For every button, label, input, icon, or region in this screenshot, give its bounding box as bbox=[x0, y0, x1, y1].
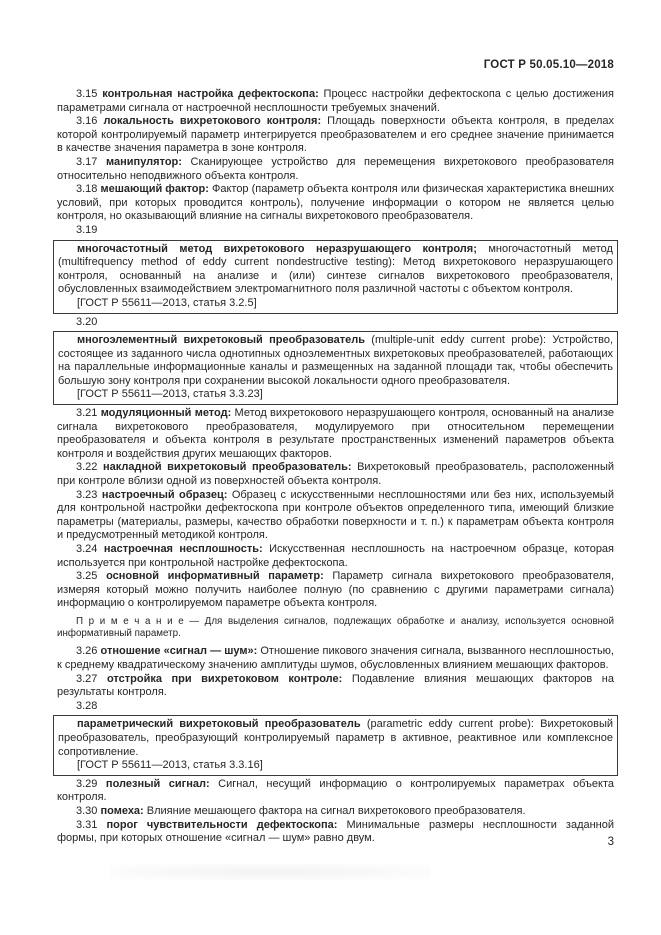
term-number: 3.31 bbox=[76, 818, 98, 831]
quoted-term-box-multiple-unit bbox=[53, 331, 618, 405]
term-text: (parametric eddy current probe): Вихретоковый преобразователь, преобразующий контролируемый параметр в активное, реактивное или комплексное сопротивление. bbox=[58, 718, 614, 758]
term-name: порог чувствительности дефектоскопа: bbox=[106, 818, 338, 831]
term-number: 3.17 bbox=[76, 155, 98, 168]
term-text: Параметр сигнала вихретокового преобразователя, измеряя который можно получить наиболее полную (по сравнению с другими параметрами сигнала) информацию о контролируемом параметре объекта контроля. bbox=[57, 570, 615, 610]
term-number: 3.26 bbox=[76, 645, 98, 658]
term-definition-3-27 bbox=[57, 673, 614, 700]
boxed-term-definition bbox=[58, 718, 613, 759]
term-number: 3.18 bbox=[76, 183, 98, 196]
note-text: — Для выделения сигналов, подлежащих обработке и анализу, используется основной информативный параметр. bbox=[57, 615, 614, 640]
term-definition-3-24 bbox=[57, 543, 614, 570]
quoted-term-box-parametric bbox=[53, 715, 618, 775]
term-name: настроечная несплошность: bbox=[103, 543, 263, 555]
term-number: 3.20 bbox=[76, 315, 98, 328]
page-content bbox=[57, 58, 614, 846]
term-name: полезный сигнал: bbox=[105, 777, 210, 790]
term-number-line-3-28 bbox=[57, 700, 614, 714]
term-number: 3.28 bbox=[76, 699, 98, 712]
term-number: 3.22 bbox=[76, 461, 98, 474]
term-definition-3-16 bbox=[57, 115, 614, 156]
term-name: модуляционный метод: bbox=[100, 407, 232, 420]
term-definition-3-21 bbox=[57, 407, 614, 461]
term-name: многоэлементный вихретоковый преобразователь bbox=[77, 334, 365, 347]
term-text: Отношение пикового значения сигнала, вызванного несплошностью, к среднему квадратическому значению амплитуды шумов, обусловленных влиянием мешающих факторов. bbox=[57, 645, 614, 671]
term-number: 3.24 bbox=[76, 543, 98, 555]
term-text: Образец с искусственными несплошностями или без них, используемый для контрольной настройки дефектоскопа при контроле объектов определенного типа, имеющий близкие параметры (материалы, размеры, качество обработки поверхности и т. п.) к параметрам объекта контроля и предусмотренный методикой контроля. bbox=[57, 488, 614, 542]
term-definition-3-23 bbox=[57, 489, 614, 543]
term-definition-3-22 bbox=[57, 461, 614, 488]
term-name: многочастотный метод вихретокового неразрушающего контроля; bbox=[77, 242, 477, 255]
term-definition-3-31 bbox=[57, 819, 614, 846]
term-text: Процесс настройки дефектоскопа с целью достижения параметрами сигнала от настроечной несплошности требуемых значений. bbox=[57, 88, 614, 114]
term-number: 3.15 bbox=[76, 88, 98, 100]
boxed-term-definition bbox=[58, 334, 613, 388]
source-reference: [ГОСТ Р 55611—2013, статья 3.3.23] bbox=[77, 388, 263, 401]
term-text: Минимальные размеры несплошности заданной формы, при которых отношение «сигнал — шум» равно двум. bbox=[57, 818, 615, 845]
term-definition-3-29 bbox=[57, 778, 614, 805]
term-number: 3.19 bbox=[76, 223, 98, 236]
page-number: 3 bbox=[607, 836, 614, 848]
term-number-line-3-19 bbox=[57, 224, 614, 238]
note-label: П р и м е ч а н и е bbox=[76, 615, 184, 627]
quoted-term-box-multifrequency bbox=[53, 240, 618, 314]
term-number: 3.27 bbox=[76, 672, 98, 685]
term-number-line-3-20 bbox=[57, 316, 614, 330]
term-name: контрольная настройка дефектоскопа: bbox=[102, 88, 319, 100]
term-number: 3.29 bbox=[76, 777, 98, 790]
term-name: помеха: bbox=[100, 804, 144, 817]
term-number: 3.16 bbox=[76, 115, 98, 128]
source-reference: [ГОСТ Р 55611—2013, статья 3.3.16] bbox=[77, 759, 263, 772]
term-text: Площадь поверхности объекта контроля, в пределах которой контролируемый параметр интегрируется преобразователем и его среднее значение принимается в качестве значения параметра в зоне контроля. bbox=[57, 115, 615, 155]
term-definition-3-15 bbox=[57, 88, 614, 115]
term-number: 3.25 bbox=[76, 570, 98, 583]
term-name: основной информативный параметр: bbox=[106, 570, 324, 583]
term-text: (multiple-unit eddy current probe): Устройство, состоящее из заданного числа однотипных одноэлементных вихретоковых преобразователей, работающих на параллельные информационные каналы и размещенных на заданной площади так, чтобы обеспечить большую зону контроля при сохранении высокой локальности одного преобразователя. bbox=[58, 334, 614, 387]
term-name: манипулятор: bbox=[106, 155, 182, 168]
term-name: отстройка при вихретоковом контроле: bbox=[106, 672, 343, 685]
term-definition-3-18 bbox=[57, 183, 614, 224]
term-text: многочастотный метод (multifrequency method of eddy current nondestructive testing): Метод вихретокового неразрушающего контроля, основанный на анализе и (или) синтезе сигналов вихретокового преобразователя, обусловленных взаимодействием электромагнитного поля различной частоты с объектом контроля. bbox=[58, 242, 613, 296]
term-name: мешающий фактор: bbox=[100, 183, 209, 196]
term-definition-3-30 bbox=[57, 805, 614, 819]
term-number: 3.23 bbox=[76, 488, 98, 501]
term-number: 3.21 bbox=[76, 407, 98, 420]
term-text: Искусственная несплошность на настроечном образце, которая используется при контрольной настройке дефектоскопа. bbox=[57, 543, 615, 569]
document-code-header: ГОСТ Р 50.05.10—2018 bbox=[483, 59, 614, 71]
term-text: Влияние мешающего фактора на сигнал вихретокового преобразователя. bbox=[146, 804, 526, 817]
boxed-term-definition bbox=[58, 243, 613, 297]
source-reference: [ГОСТ Р 55611—2013, статья 3.2.5] bbox=[77, 296, 257, 309]
term-definition-3-17 bbox=[57, 156, 614, 183]
term-text: Метод вихретокового неразрушающего контроля, основанный на анализе сигнала вихретокового преобразователя, модулируемого при относительном перемещении преобразователя и объекта контроля в результате пространственных изменений параметров объекта контроля и воздействия других мешающих факторов. bbox=[57, 407, 614, 460]
term-number: 3.30 bbox=[76, 804, 98, 817]
term-text: Сканирующее устройство для перемещения вихретокового преобразователя относительно неподвижного объекта контроля. bbox=[57, 155, 615, 182]
term-text: Подавление влияния мешающих факторов на результаты контроля. bbox=[57, 672, 614, 699]
term-name: параметрический вихретоковый преобразователь bbox=[77, 718, 361, 731]
term-name: локальность вихретокового контроля: bbox=[103, 115, 322, 128]
term-text: Фактор (параметр объекта контроля или физическая характеристика внешних условий, при которых проводится контроль), получение информации о котором не является целью контроля, но оказывающий влияние на сигналы вихретокового преобразователя. bbox=[57, 183, 614, 223]
term-definition-3-25 bbox=[57, 570, 614, 611]
term-text: Вихретоковый преобразователь, расположенный при контроле вблизи одной из поверхностей объекта контроля. bbox=[57, 461, 614, 488]
note-paragraph bbox=[57, 616, 614, 640]
term-text: Сигнал, несущий информацию о контролируемых параметрах объекта контроля. bbox=[57, 777, 614, 804]
term-name: накладной вихретоковый преобразователь: bbox=[102, 461, 352, 474]
term-name: настроечный образец: bbox=[101, 488, 228, 501]
term-name: отношение «сигнал — шум»: bbox=[100, 645, 258, 658]
scan-artifact bbox=[110, 864, 430, 880]
term-definition-3-26 bbox=[57, 645, 614, 672]
